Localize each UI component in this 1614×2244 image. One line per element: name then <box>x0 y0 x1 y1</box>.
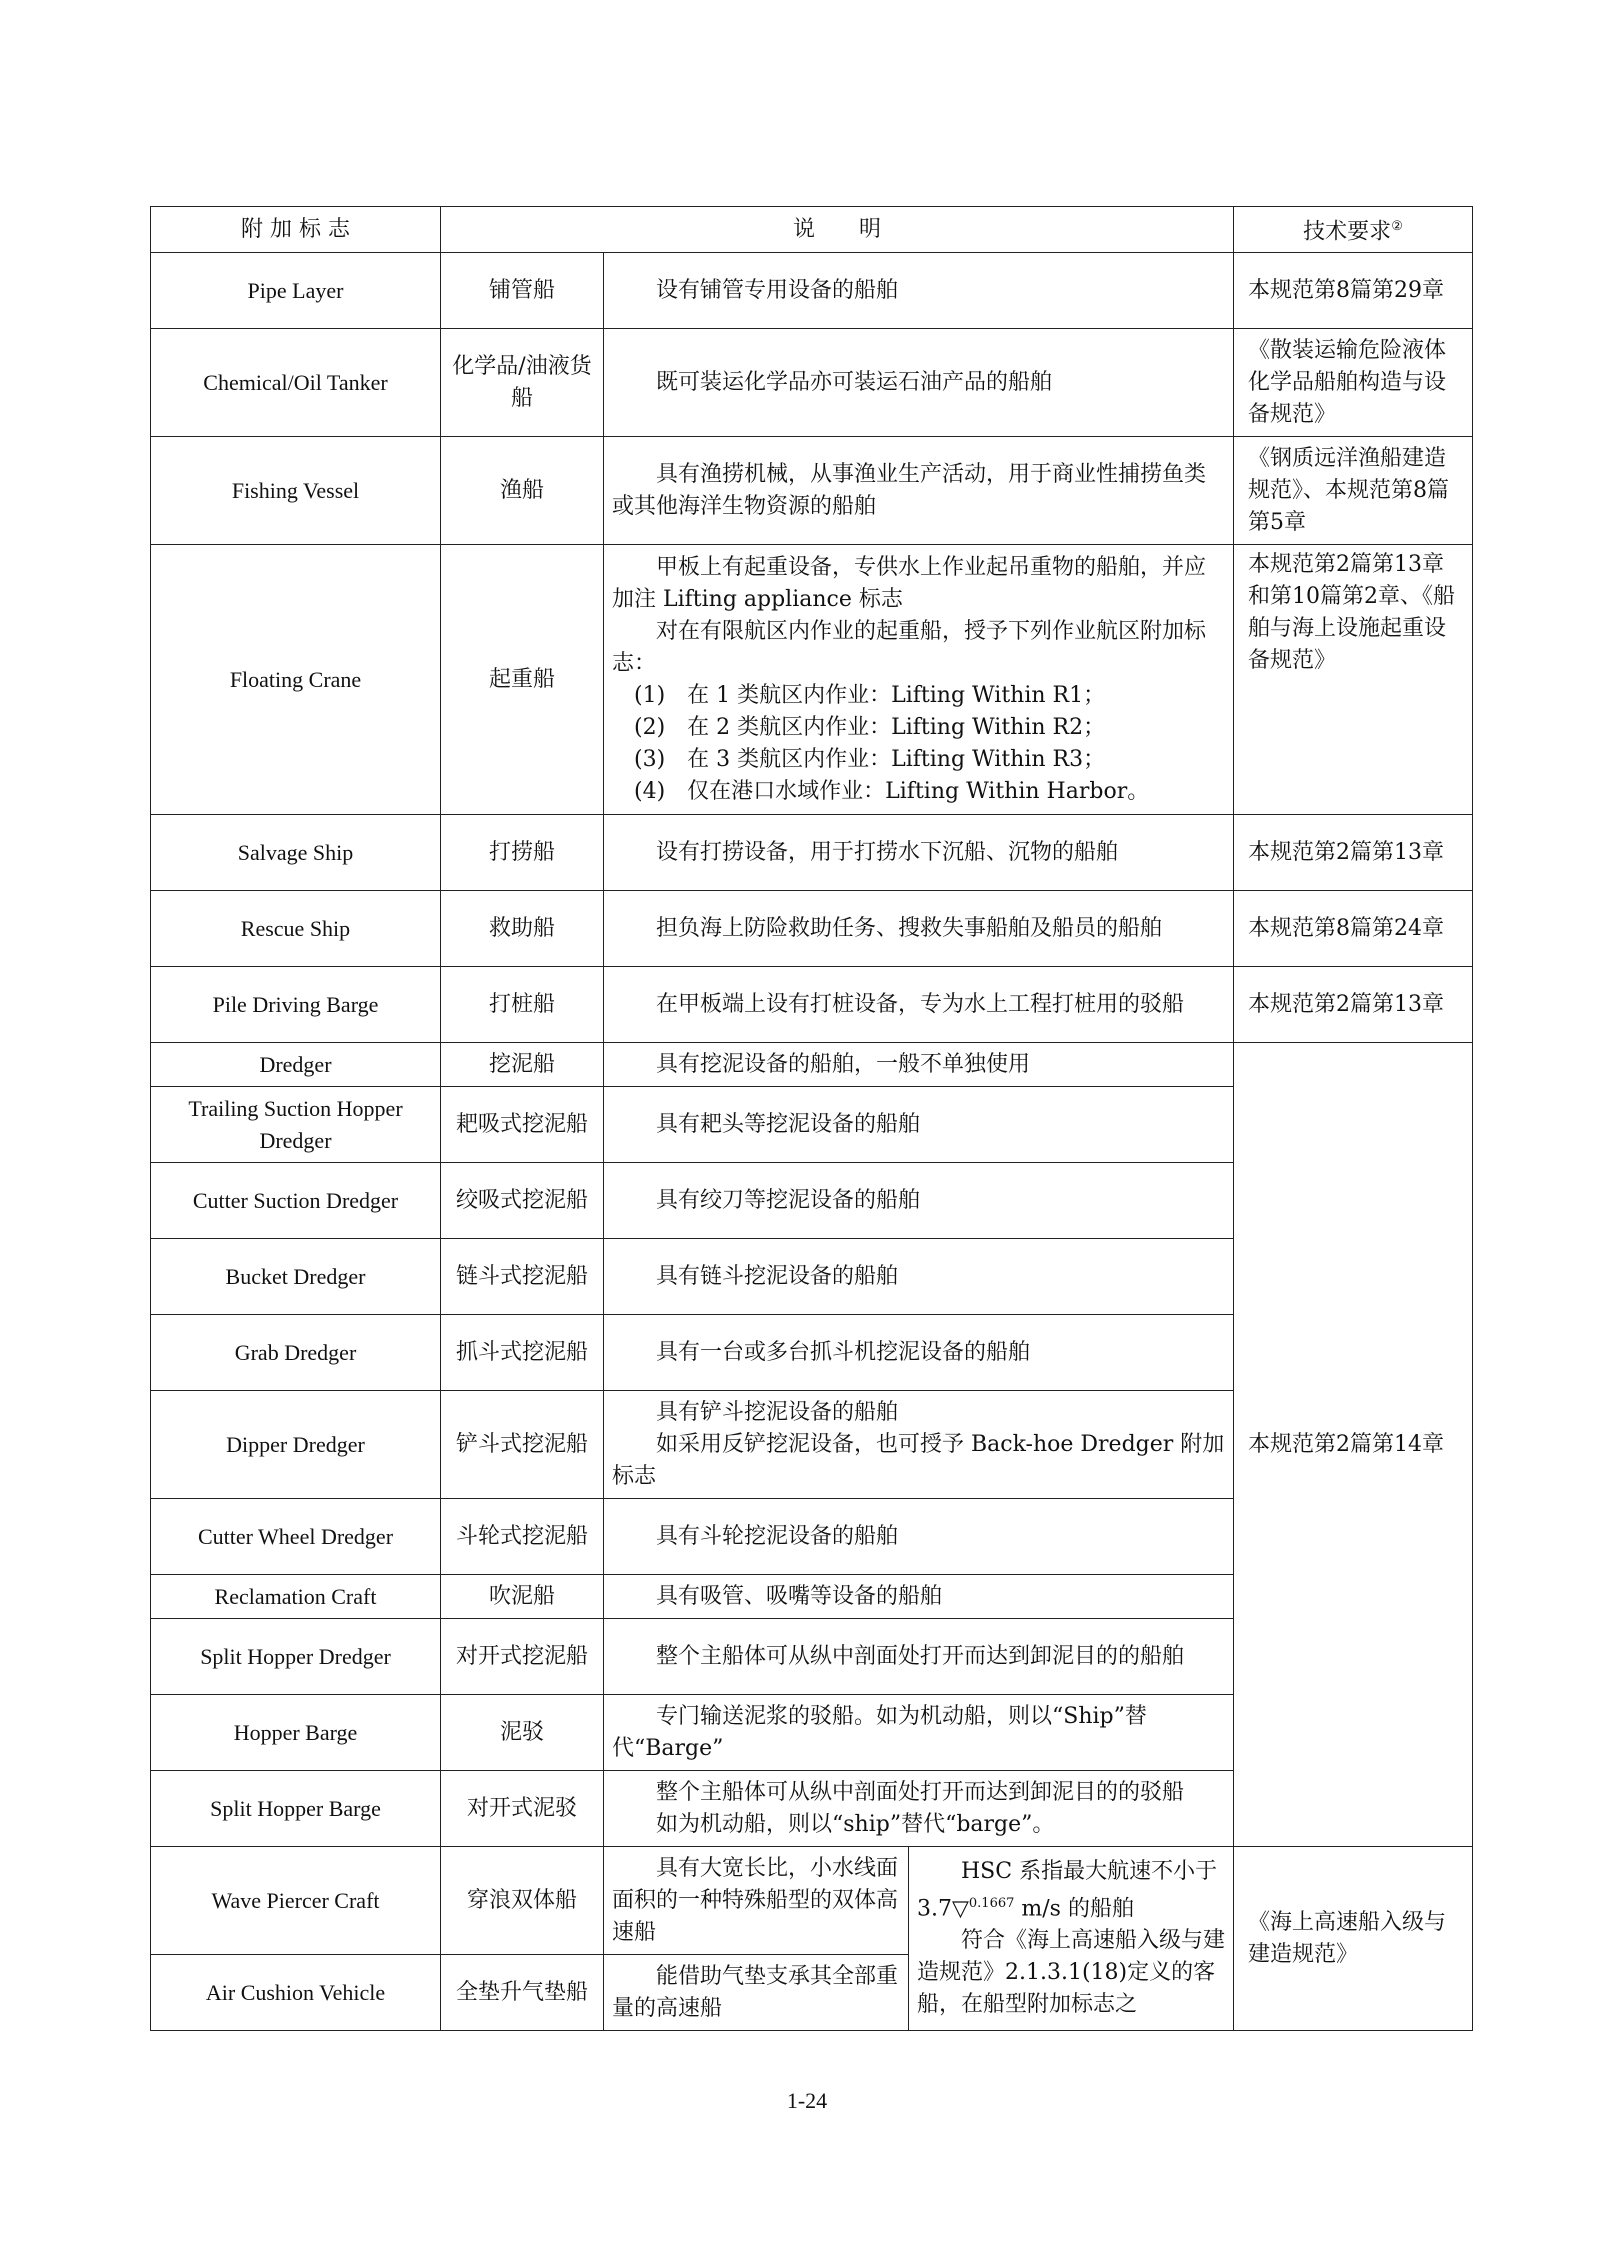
description-paragraph: 具有大宽长比，小水线面面积的一种特殊船型的双体高速船 <box>612 1855 899 1945</box>
header-notation: 附 加 标 志 <box>151 207 441 253</box>
description-paragraph: 具有渔捞机械，从事渔业生产活动，用于商业性捕捞鱼类或其他海洋生物资源的船舶 <box>612 461 1207 519</box>
notation-description <box>604 1499 1234 1575</box>
description-paragraph: 如为机动船，则以“ship”替代“barge”。 <box>656 1811 1055 1837</box>
header-description: 说 明 <box>441 207 1234 253</box>
notation-english: Bucket Dredger <box>151 1239 441 1315</box>
description-paragraph: 具有一台或多台抓斗机挖泥设备的船舶 <box>656 1339 1031 1365</box>
description-paragraph: 具有铲斗挖泥设备的船舶 <box>656 1399 899 1425</box>
hsc-note <box>909 1847 1234 2031</box>
notation-description <box>604 329 1234 437</box>
technical-requirement: 《海上高速船入级与建造规范》 <box>1234 1847 1473 2031</box>
notation-english: Cutter Suction Dredger <box>151 1163 441 1239</box>
exponent: 0.1667 <box>968 1896 1015 1912</box>
notation-chinese: 挖泥船 <box>441 1043 604 1087</box>
notation-chinese: 铲斗式挖泥船 <box>441 1391 604 1499</box>
description-paragraph: 设有铺管专用设备的船舶 <box>656 277 899 303</box>
notation-description <box>604 1695 1234 1771</box>
technical-requirement: 本规范第8篇第24章 <box>1234 891 1473 967</box>
notation-description <box>604 1955 909 2031</box>
notation-description <box>604 1163 1234 1239</box>
description-paragraph: 具有吸管、吸嘴等设备的船舶 <box>656 1583 943 1609</box>
notation-english: Pile Driving Barge <box>151 967 441 1043</box>
table-row <box>151 815 1473 891</box>
notation-english: Rescue Ship <box>151 891 441 967</box>
notation-description <box>604 545 1234 815</box>
notation-english: Salvage Ship <box>151 815 441 891</box>
description-paragraph: 对在有限航区内作业的起重船，授予下列作业航区附加标志： <box>612 618 1207 676</box>
technical-requirement: 《散装运输危险液体化学品船舶构造与设备规范》 <box>1234 329 1473 437</box>
notation-english: Trailing Suction Hopper Dredger <box>151 1087 441 1163</box>
notation-chinese: 穿浪双体船 <box>441 1847 604 1955</box>
table-row <box>151 967 1473 1043</box>
table-row <box>151 1847 1473 1955</box>
notation-description <box>604 967 1234 1043</box>
notation-english: Fishing Vessel <box>151 437 441 545</box>
hsc-definition-unit: m/s 的船舶 <box>1014 1896 1134 1922</box>
table-row <box>151 329 1473 437</box>
notation-description <box>604 891 1234 967</box>
notation-table <box>150 206 1473 2031</box>
notation-description <box>604 1087 1234 1163</box>
notation-english: Grab Dredger <box>151 1315 441 1391</box>
notation-english: Air Cushion Vehicle <box>151 1955 441 2031</box>
description-paragraph: 担负海上防险救助任务、搜救失事船舶及船员的船舶 <box>656 915 1163 941</box>
description-paragraph: 整个主船体可从纵中剖面处打开而达到卸泥目的的船舶 <box>656 1643 1185 1669</box>
description-paragraph: 甲板上有起重设备，专供水上作业起吊重物的船舶，并应加注 Lifting appliance 标志 <box>612 554 1207 612</box>
notation-chinese: 渔船 <box>441 437 604 545</box>
hsc-definition <box>917 1856 1225 1925</box>
description-paragraph: 在甲板端上设有打桩设备，专为水上工程打桩用的驳船 <box>656 991 1185 1017</box>
technical-requirement: 本规范第2篇第13章 <box>1234 967 1473 1043</box>
notation-english: Dipper Dredger <box>151 1391 441 1499</box>
notation-chinese: 对开式挖泥船 <box>441 1619 604 1695</box>
notation-chinese: 打捞船 <box>441 815 604 891</box>
notation-description <box>604 1847 909 1955</box>
notation-english: Split Hopper Dredger <box>151 1619 441 1695</box>
notation-chinese: 起重船 <box>441 545 604 815</box>
header-requirements: 技术要求② <box>1234 207 1473 253</box>
technical-requirement: 本规范第2篇第13章和第10篇第2章、《船舶与海上设施起重设备规范》 <box>1234 545 1473 815</box>
notation-description <box>604 1391 1234 1499</box>
notation-description <box>604 437 1234 545</box>
notation-chinese: 对开式泥驳 <box>441 1771 604 1847</box>
description-paragraph: 既可装运化学品亦可装运石油产品的船舶 <box>656 369 1053 395</box>
description-list-item: (3) 在 3 类航区内作业：Lifting Within R3； <box>634 746 1106 772</box>
notation-description <box>604 815 1234 891</box>
table-row <box>151 1043 1473 1087</box>
notation-chinese: 救助船 <box>441 891 604 967</box>
description-paragraph: 整个主船体可从纵中剖面处打开而达到卸泥目的的驳船 <box>656 1779 1185 1805</box>
notation-description <box>604 253 1234 329</box>
notation-chinese: 绞吸式挖泥船 <box>441 1163 604 1239</box>
notation-chinese: 斗轮式挖泥船 <box>441 1499 604 1575</box>
notation-chinese: 抓斗式挖泥船 <box>441 1315 604 1391</box>
description-paragraph: 具有耙头等挖泥设备的船舶 <box>656 1111 921 1137</box>
page-number: 1-24 <box>786 2088 828 2113</box>
description-list-item: (1) 在 1 类航区内作业：Lifting Within R1； <box>634 682 1106 708</box>
technical-requirement: 本规范第8篇第29章 <box>1234 253 1473 329</box>
technical-requirement: 本规范第2篇第14章 <box>1234 1043 1473 1847</box>
notation-description <box>604 1771 1234 1847</box>
footnote-mark: ② <box>1391 219 1403 234</box>
table-row <box>151 545 1473 815</box>
notation-english: Pipe Layer <box>151 253 441 329</box>
description-list-item: (2) 在 2 类航区内作业：Lifting Within R2； <box>634 714 1106 740</box>
hsc-passenger-note: 符合《海上高速船入级与建造规范》2.1.3.1(18)定义的客船，在船型附加标志之 <box>917 1928 1226 2018</box>
description-paragraph: 具有挖泥设备的船舶，一般不单独使用 <box>656 1051 1031 1077</box>
description-list-item: (4) 仅在港口水域作业：Lifting Within Harbor。 <box>634 778 1150 804</box>
notation-english: Hopper Barge <box>151 1695 441 1771</box>
notation-chinese: 链斗式挖泥船 <box>441 1239 604 1315</box>
description-paragraph: 具有绞刀等挖泥设备的船舶 <box>656 1187 921 1213</box>
notation-description <box>604 1239 1234 1315</box>
description-paragraph: 专门输送泥浆的驳船。如为机动船，则以“Ship”替代“Barge” <box>612 1703 1147 1761</box>
notation-english: Wave Piercer Craft <box>151 1847 441 1955</box>
notation-description <box>604 1315 1234 1391</box>
technical-requirement: 本规范第2篇第13章 <box>1234 815 1473 891</box>
notation-chinese: 铺管船 <box>441 253 604 329</box>
notation-english: Floating Crane <box>151 545 441 815</box>
notation-english: Cutter Wheel Dredger <box>151 1499 441 1575</box>
notation-chinese: 吹泥船 <box>441 1575 604 1619</box>
table-row <box>151 437 1473 545</box>
hsc-definition-text: HSC 系指最大航速不小于 3.7▽ <box>917 1859 1218 1922</box>
header-row <box>151 207 1473 253</box>
notation-chinese: 泥驳 <box>441 1695 604 1771</box>
notation-description <box>604 1575 1234 1619</box>
description-paragraph: 能借助气垫支承其全部重量的高速船 <box>612 1963 899 2021</box>
description-paragraph: 具有斗轮挖泥设备的船舶 <box>656 1523 899 1549</box>
notation-chinese: 化学品/油液货船 <box>441 329 604 437</box>
table-row <box>151 891 1473 967</box>
description-paragraph: 设有打捞设备，用于打捞水下沉船、沉物的船舶 <box>656 839 1119 865</box>
notation-english: Reclamation Craft <box>151 1575 441 1619</box>
notation-chinese: 全垫升气垫船 <box>441 1955 604 2031</box>
table-row <box>151 253 1473 329</box>
description-paragraph: 如采用反铲挖泥设备，也可授予 Back-hoe Dredger 附加标志 <box>612 1431 1225 1489</box>
description-paragraph: 具有链斗挖泥设备的船舶 <box>656 1263 899 1289</box>
notation-chinese: 打桩船 <box>441 967 604 1043</box>
notation-english: Chemical/Oil Tanker <box>151 329 441 437</box>
notation-description <box>604 1043 1234 1087</box>
notation-english: Dredger <box>151 1043 441 1087</box>
technical-requirement: 《钢质远洋渔船建造规范》、本规范第8篇第5章 <box>1234 437 1473 545</box>
notation-english: Split Hopper Barge <box>151 1771 441 1847</box>
notation-chinese: 耙吸式挖泥船 <box>441 1087 604 1163</box>
notation-description <box>604 1619 1234 1695</box>
